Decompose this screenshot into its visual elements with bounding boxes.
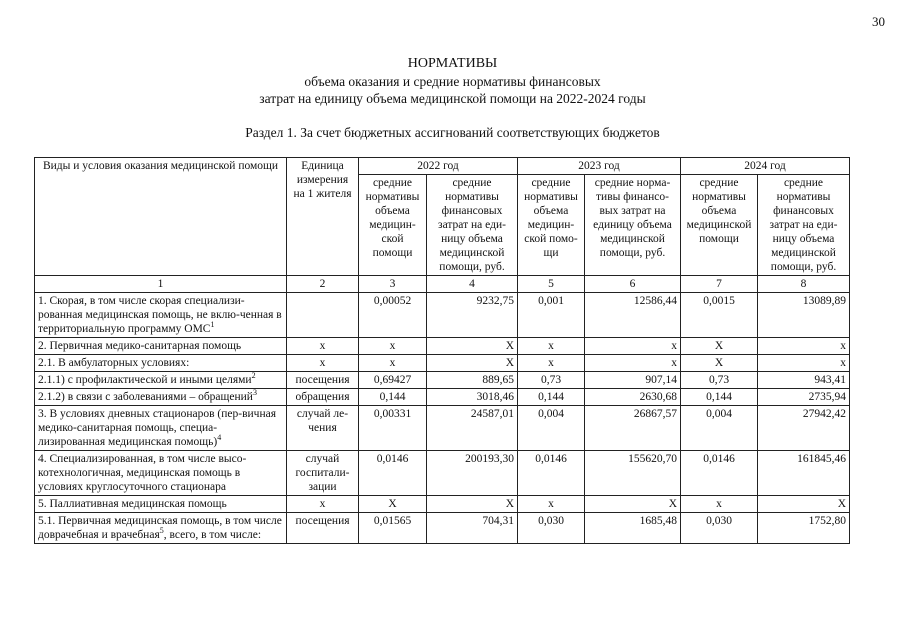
- table-row: [35, 293, 850, 338]
- row-name: [35, 513, 287, 544]
- table-row: [35, 496, 850, 513]
- cell-f2022: 24587,01: [427, 406, 518, 451]
- header-year-2024: 2024 год: [681, 158, 850, 175]
- cell-unit: случай госпитали-зации: [287, 451, 359, 496]
- row-name-text: 2. Первичная медико-санитарная помощь: [38, 340, 242, 352]
- row-name: [35, 389, 287, 406]
- row-name: [35, 406, 287, 451]
- footnote-marker: 4: [217, 433, 222, 443]
- cell-v2023: х: [518, 338, 585, 355]
- document-subtitle-line-1: объема оказания и средние нормативы финансовых: [304, 74, 601, 89]
- footnote-marker: 3: [252, 388, 257, 398]
- column-number: 8: [758, 276, 850, 293]
- row-name-text: 5. Паллиативная медицинская помощь: [38, 498, 227, 510]
- cell-f2022: Х: [427, 496, 518, 513]
- cell-v2022: 0,0146: [359, 451, 427, 496]
- cell-v2023: 0,004: [518, 406, 585, 451]
- cell-f2024: 1752,80: [758, 513, 850, 544]
- cell-v2023: 0,144: [518, 389, 585, 406]
- page-number: 30: [872, 14, 885, 29]
- header-year-2022: 2022 год: [359, 158, 518, 175]
- header-2024-finance: средние нормативы финансовых затрат на еди-ницу объема медицинской помощи, руб.: [758, 175, 850, 276]
- cell-f2024: 27942,42: [758, 406, 850, 451]
- cell-v2022: Х: [359, 496, 427, 513]
- row-name-text: 1. Скорая, в том числе скорая специализи-рованная медицинская помощь, не вклю-ченная в территориальную программу ОМС: [38, 295, 282, 335]
- document-subtitle-line-2: затрат на единицу объема медицинской помощи на 2022-2024 годы: [259, 91, 646, 106]
- cell-unit: х: [287, 338, 359, 355]
- row-name-text: 4. Специализированная, в том числе высо-котехнологичная, медицинская помощь в условиях круглосуточного стационара: [38, 453, 247, 493]
- cell-unit: [287, 293, 359, 338]
- footnote-marker: 1: [210, 320, 215, 330]
- row-name-text: 2.1.2) в связи с заболеваниями – обращений: [38, 391, 253, 403]
- row-name: [35, 451, 287, 496]
- cell-unit: посещения: [287, 513, 359, 544]
- cell-f2024: Х: [758, 496, 850, 513]
- table-row: [35, 372, 850, 389]
- header-2023-volume: средние нормативы объема медицин-ской помо-щи: [518, 175, 585, 276]
- column-number: 3: [359, 276, 427, 293]
- row-name: [35, 338, 287, 355]
- cell-v2024: 0,004: [681, 406, 758, 451]
- cell-v2024: 0,030: [681, 513, 758, 544]
- row-name: [35, 355, 287, 372]
- cell-f2024: 943,41: [758, 372, 850, 389]
- row-name-text: 2.1.1) с профилактической и иными целями: [38, 374, 252, 386]
- section-title: Раздел 1. За счет бюджетных ассигнований соответствующих бюджетов: [245, 125, 660, 140]
- column-number: 2: [287, 276, 359, 293]
- cell-f2024: х: [758, 338, 850, 355]
- column-number: 4: [427, 276, 518, 293]
- cell-v2022: 0,144: [359, 389, 427, 406]
- footnote-marker: 2: [251, 371, 256, 381]
- cell-f2023: х: [585, 355, 681, 372]
- cell-f2022: Х: [427, 355, 518, 372]
- cell-unit: х: [287, 355, 359, 372]
- row-name-text: 3. В условиях дневных стационаров (пер-вичная медико-санитарная помощь, специа-лизированная медицинская помощь): [38, 408, 277, 448]
- cell-f2023: 26867,57: [585, 406, 681, 451]
- cell-v2022: х: [359, 338, 427, 355]
- cell-v2023: х: [518, 355, 585, 372]
- table-body: [35, 293, 850, 544]
- table-row: [35, 451, 850, 496]
- cell-f2023: Х: [585, 496, 681, 513]
- header-2024-volume: средние нормативы объема медицинской помощи: [681, 175, 758, 276]
- cell-v2024: Х: [681, 338, 758, 355]
- cell-f2023: 907,14: [585, 372, 681, 389]
- document-title: НОРМАТИВЫ: [407, 56, 498, 71]
- cell-v2022: 0,00331: [359, 406, 427, 451]
- cell-f2024: х: [758, 355, 850, 372]
- cell-v2024: Х: [681, 355, 758, 372]
- cell-v2022: х: [359, 355, 427, 372]
- column-number: 6: [585, 276, 681, 293]
- cell-v2024: 0,73: [681, 372, 758, 389]
- cell-f2024: 13089,89: [758, 293, 850, 338]
- cell-f2023: х: [585, 338, 681, 355]
- header-kind: Виды и условия оказания медицинской помощи: [35, 158, 287, 276]
- header-2022-finance: средние нормативы финансовых затрат на еди-ницу объема медицинской помощи, руб.: [427, 175, 518, 276]
- table-row: [35, 355, 850, 372]
- row-name: [35, 372, 287, 389]
- cell-v2023: 0,001: [518, 293, 585, 338]
- table-row: [35, 338, 850, 355]
- header-year-2023: 2023 год: [518, 158, 681, 175]
- cell-v2022: 0,69427: [359, 372, 427, 389]
- cell-f2024: 2735,94: [758, 389, 850, 406]
- column-number-row: [35, 276, 850, 293]
- column-number: 5: [518, 276, 585, 293]
- cell-f2022: 704,31: [427, 513, 518, 544]
- cell-unit: посещения: [287, 372, 359, 389]
- cell-unit: случай ле-чения: [287, 406, 359, 451]
- cell-f2023: 2630,68: [585, 389, 681, 406]
- row-name-tail: , всего, в том числе:: [163, 529, 262, 541]
- column-number: 1: [35, 276, 287, 293]
- header-unit: Единица измерения на 1 жителя: [287, 158, 359, 276]
- cell-f2023: 155620,70: [585, 451, 681, 496]
- cell-v2024: 0,144: [681, 389, 758, 406]
- normatives-table: [34, 157, 850, 544]
- table-row: [35, 513, 850, 544]
- cell-v2024: х: [681, 496, 758, 513]
- cell-unit: обращения: [287, 389, 359, 406]
- cell-v2024: 0,0015: [681, 293, 758, 338]
- cell-f2023: 12586,44: [585, 293, 681, 338]
- header-2023-finance: средние норма-тивы финансо-вых затрат на единицу объема медицинской помощи, руб.: [585, 175, 681, 276]
- cell-f2022: 200193,30: [427, 451, 518, 496]
- cell-unit: х: [287, 496, 359, 513]
- cell-v2023: х: [518, 496, 585, 513]
- cell-f2022: 3018,46: [427, 389, 518, 406]
- footnote-marker: 5: [159, 526, 164, 536]
- cell-v2024: 0,0146: [681, 451, 758, 496]
- cell-f2022: 9232,75: [427, 293, 518, 338]
- row-name-text: 5.1. Первичная медицинская помощь, в том числе доврачебная и врачебная: [38, 515, 282, 541]
- column-number: 7: [681, 276, 758, 293]
- cell-v2022: 0,01565: [359, 513, 427, 544]
- row-name-text: 2.1. В амбулаторных условиях:: [38, 357, 190, 369]
- cell-v2023: 0,030: [518, 513, 585, 544]
- table-row: [35, 389, 850, 406]
- cell-f2022: 889,65: [427, 372, 518, 389]
- cell-f2023: 1685,48: [585, 513, 681, 544]
- table-row: [35, 406, 850, 451]
- cell-f2022: Х: [427, 338, 518, 355]
- cell-f2024: 161845,46: [758, 451, 850, 496]
- cell-v2023: 0,73: [518, 372, 585, 389]
- header-row-years: [35, 158, 850, 175]
- cell-v2023: 0,0146: [518, 451, 585, 496]
- row-name: [35, 496, 287, 513]
- row-name: [35, 293, 287, 338]
- header-2022-volume: средние нормативы объема медицин-ской помощи: [359, 175, 427, 276]
- cell-v2022: 0,00052: [359, 293, 427, 338]
